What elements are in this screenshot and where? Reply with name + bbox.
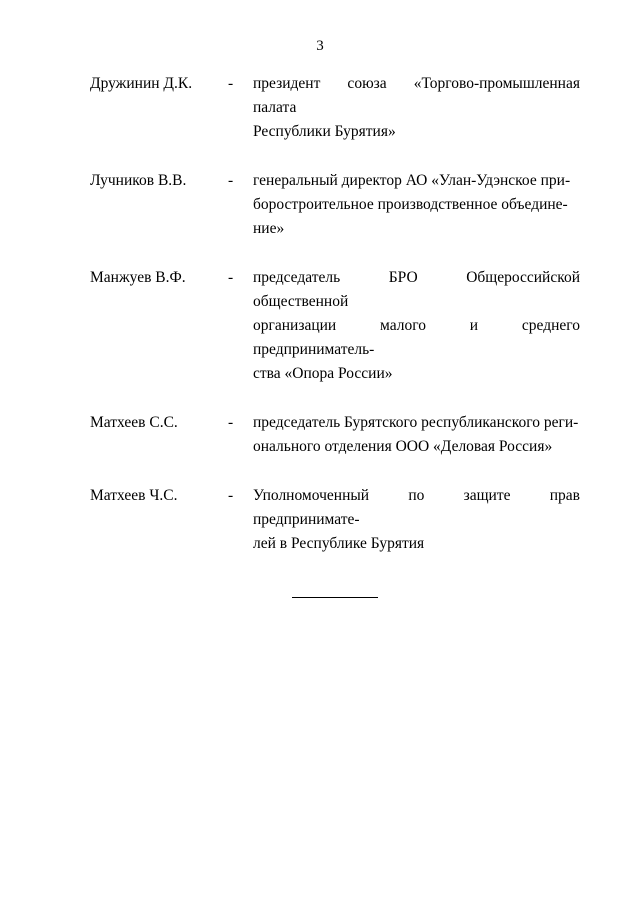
member-name: Манжуев В.Ф. — [90, 269, 186, 286]
member-name: Лучников В.В. — [90, 172, 187, 189]
member-row — [90, 72, 580, 144]
member-dash: - — [228, 172, 234, 189]
member-name: Матхеев С.С. — [90, 414, 178, 431]
member-row — [90, 169, 580, 241]
page-number: 3 — [316, 38, 324, 54]
member-dash: - — [228, 414, 234, 431]
member-name: Дружинин Д.К. — [90, 75, 193, 92]
member-row — [90, 484, 580, 556]
member-dash: - — [228, 487, 234, 504]
member-position: Уполномоченный по защите прав предпринимате- лей в Республике Бурятия — [253, 487, 580, 552]
member-list — [90, 72, 580, 581]
member-dash: - — [228, 75, 234, 92]
member-row — [90, 266, 580, 386]
member-position: председатель БРО Общероссийской общественной организации малого и среднего предприниматель- ства «Опора России» — [253, 269, 580, 382]
member-position: генеральный директор АО «Улан-Удэнское при- боростроительное производственное объедине- ние» — [253, 172, 571, 237]
member-row — [90, 411, 580, 459]
member-dash: - — [228, 269, 234, 286]
member-position: председатель Бурятского республиканского реги- онального отделения ООО «Деловая Россия» — [253, 414, 579, 455]
member-name: Матхеев Ч.С. — [90, 487, 178, 504]
member-position: президент союза «Торгово-промышленная палата Республики Бурятия» — [253, 75, 580, 140]
end-divider-line — [292, 597, 378, 598]
